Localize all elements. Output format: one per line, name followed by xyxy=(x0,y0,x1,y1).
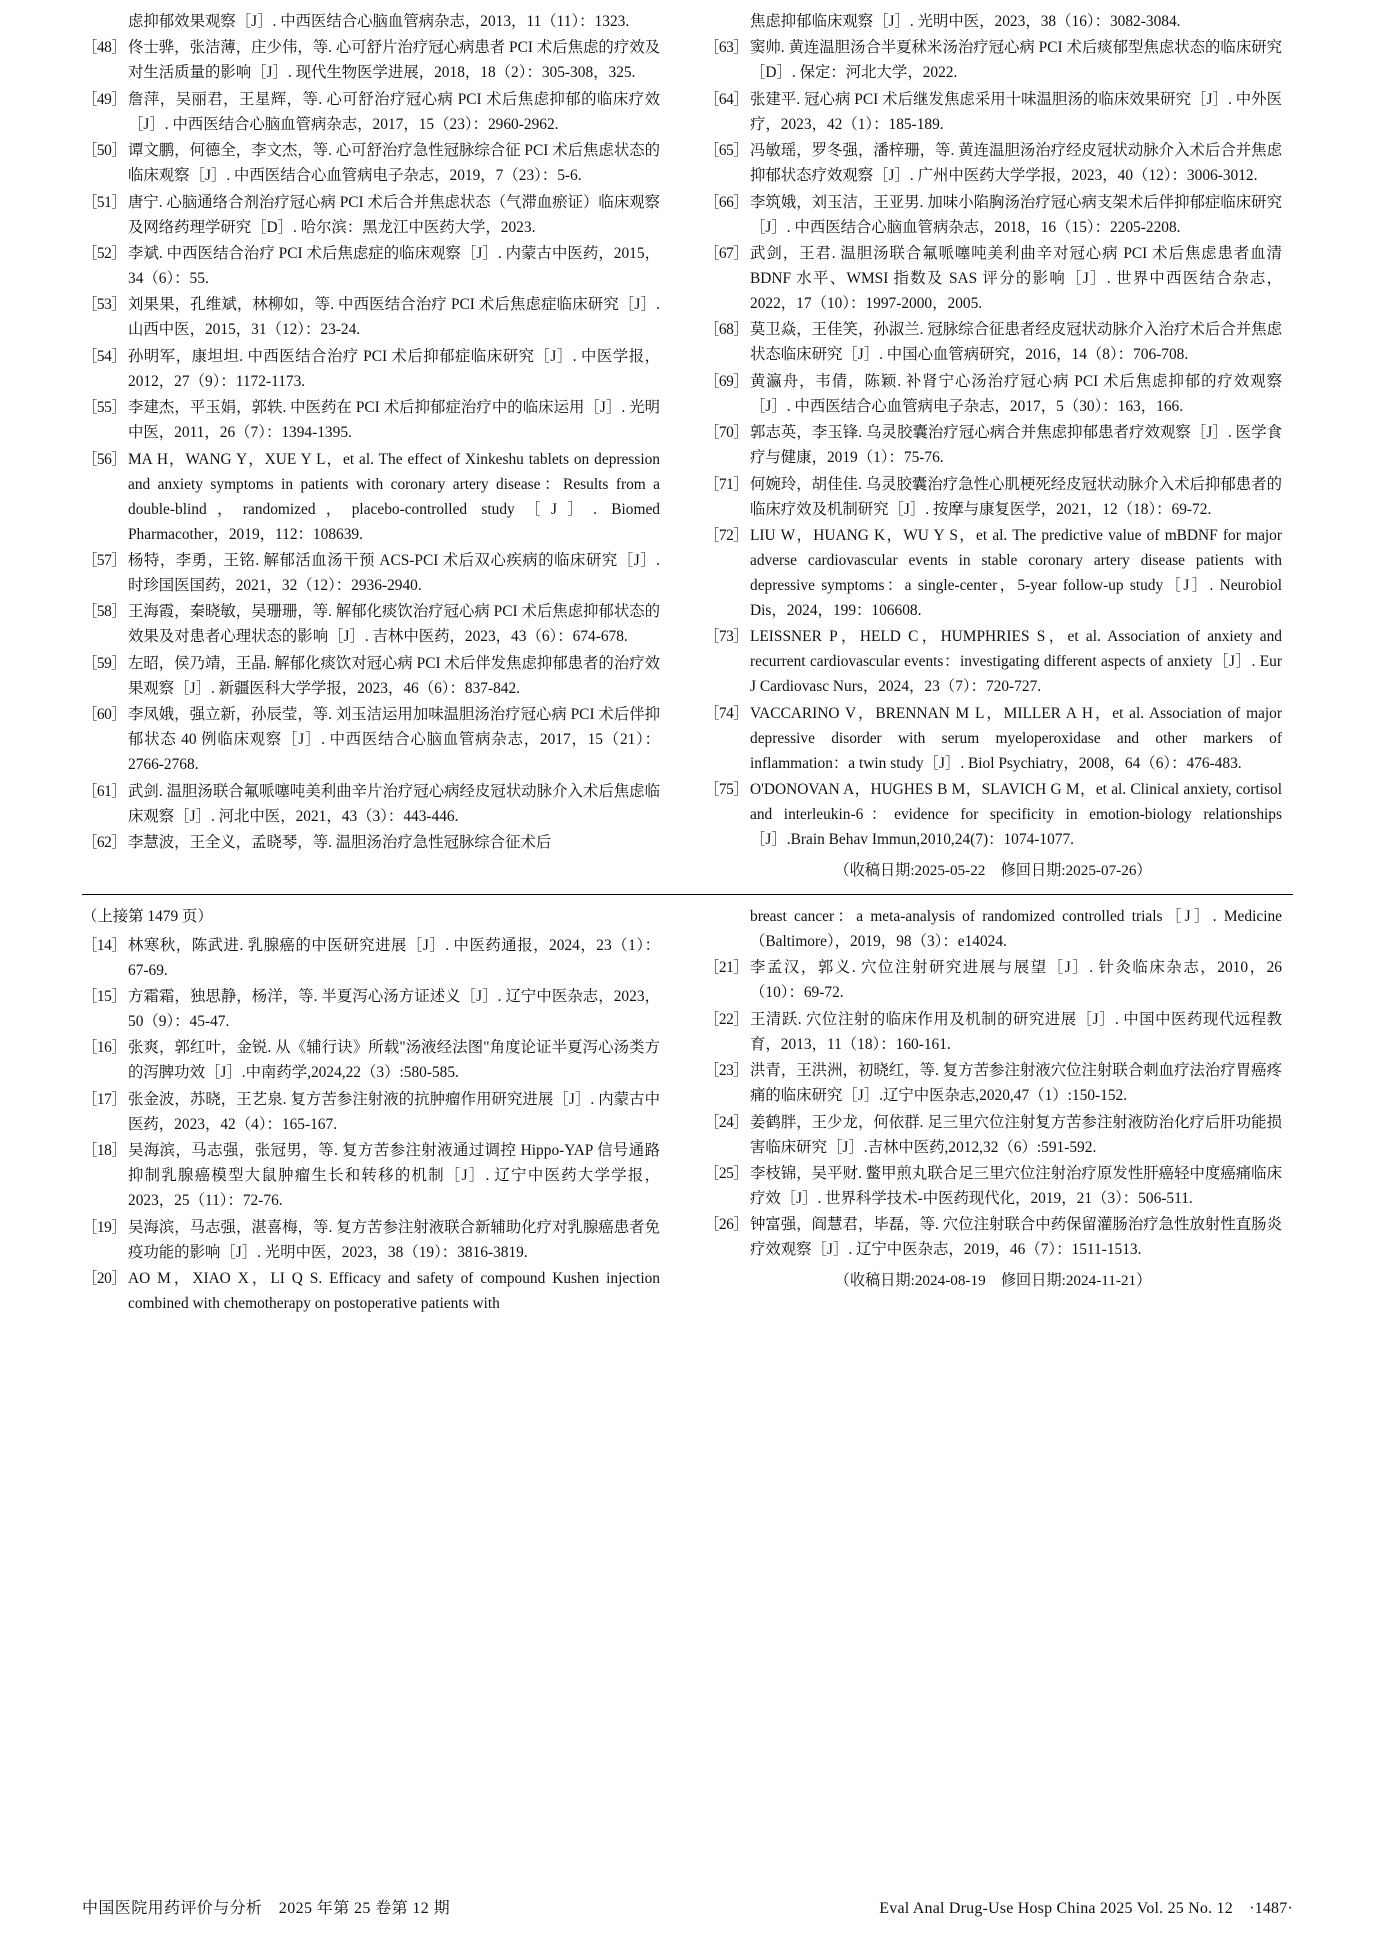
reference-text: 谭文鹏，何德全，李文杰，等. 心可舒治疗急性冠脉综合征 PCI 术后焦虑状态的临床观察［J］. 中西医结合心血管病电子杂志，2019，7（23）：5-6. xyxy=(128,142,660,185)
reference-entry xyxy=(82,703,660,778)
reference-number: ［58］ xyxy=(82,603,127,621)
reference-number: ［22］ xyxy=(704,1010,749,1028)
reference-text: 张爽，郭红叶，金锐. 从《辅行诀》所载"汤液经法图"角度论证半夏泻心汤类方的泻脾功效［J］.中南药学,2024,22（3）:580-585. xyxy=(128,1039,660,1082)
reference-number: ［16］ xyxy=(82,1039,127,1057)
reference-text: 林寒秋，陈武进. 乳腺癌的中医研究进展［J］. 中医药通报，2024，23（1）：67-69. xyxy=(128,936,660,979)
reference-text: 李枝锦，吴平财. 鳖甲煎丸联合足三里穴位注射治疗原发性肝癌轻中度癌痛临床疗效［J］. 世界科学技术-中医药现代化，2019，21（3）：506-511. xyxy=(750,1164,1282,1207)
reference-text: 虑抑郁效果观察［J］. 中西医结合心脑血管病杂志，2013，11（11）：1323. xyxy=(128,13,630,30)
reference-number: ［48］ xyxy=(82,39,127,57)
section1-right-column xyxy=(704,10,1282,880)
reference-number: ［56］ xyxy=(82,450,127,468)
reference-text: 王清跃. 穴位注射的临床作用及机制的研究进展［J］. 中国中医药现代远程教育，2013，11（18）：160-161. xyxy=(750,1010,1282,1053)
reference-entry xyxy=(704,36,1282,86)
reference-entry xyxy=(82,1267,660,1317)
reference-number: ［50］ xyxy=(82,142,127,160)
reference-text: 何婉玲，胡佳佳. 乌灵胶囊治疗急性心肌梗死经皮冠状动脉介入术后抑郁患者的临床疗效及机制研究［J］. 按摩与康复医学，2021，12（18）：69-72. xyxy=(750,475,1282,518)
reference-text: 洪青，王洪洲，初晓红，等. 复方苦参注射液穴位注射联合刺血疗法治疗胃癌疼痛的临床研究［J］.辽宁中医杂志,2020,47（1）:150-152. xyxy=(750,1062,1282,1105)
reference-text: 莫卫焱，王佳笑，孙淑兰. 冠脉综合征患者经皮冠状动脉介入治疗术后合并焦虑状态临床研究［J］. 中国心血管病研究，2016，14（8）：706-708. xyxy=(750,321,1282,364)
reference-entry xyxy=(704,1213,1282,1263)
reference-number: ［17］ xyxy=(82,1090,127,1108)
reference-number: ［72］ xyxy=(704,527,749,545)
reference-entry xyxy=(82,549,660,599)
footer-journal-en: Eval Anal Drug-Use Hosp China 2025 Vol. 25 No. 12 ·1487· xyxy=(879,1900,1293,1917)
reference-number: ［68］ xyxy=(704,321,749,339)
section2-right-column xyxy=(704,905,1282,1290)
reference-text: 窦帅. 黄连温胆汤合半夏秫米汤治疗冠心病 PCI 术后痰郁型焦虑状态的临床研究［D］. 保定：河北大学，2022. xyxy=(750,39,1282,82)
reference-number: ［61］ xyxy=(82,782,127,800)
footer-journal-cn: 中国医院用药评价与分析 2025 年第 25 卷第 12 期 xyxy=(82,1900,451,1917)
reference-text: 姜鹤胖，王少龙，何依群. 足三里穴位注射复方苦参注射液防治化疗后肝功能损害临床研究［J］.吉林中医药,2012,32（6）:591-592. xyxy=(750,1113,1282,1156)
reference-number: ［49］ xyxy=(82,90,127,108)
reference-number: ［57］ xyxy=(82,552,127,570)
reference-number: ［74］ xyxy=(704,704,749,722)
reference-entry xyxy=(704,524,1282,624)
reference-entry xyxy=(82,448,660,548)
reference-number: ［59］ xyxy=(82,654,127,672)
section1-dates: （收稿日期:2025-05-22 修回日期:2025-07-26） xyxy=(834,861,1152,879)
reference-text: 郭志英，李玉锋. 乌灵胶囊治疗冠心病合并焦虑抑郁患者疗效观察［J］. 医学食疗与健康，2019（1）：75-76. xyxy=(750,424,1282,467)
reference-entry xyxy=(82,1216,660,1266)
reference-text: 王海霞，秦晓敏，吴珊珊，等. 解郁化痰饮治疗冠心病 PCI 术后焦虑抑郁状态的效果及对患者心理状态的影响［J］. 吉林中医药，2023，43（6）：674-678. xyxy=(128,603,660,646)
reference-text: 杨特，李勇，王铭. 解郁活血汤干预 ACS-PCI 术后双心疾病的临床研究［J］. 时珍国医国药，2021，32（12）：2936-2940. xyxy=(128,552,660,594)
reference-entry xyxy=(82,293,660,343)
reference-entry xyxy=(82,1139,660,1214)
reference-text: 刘果果，孔维斌，林柳如，等. 中西医结合治疗 PCI 术后焦虑症临床研究［J］. 山西中医，2015，31（12）：23-24. xyxy=(128,296,660,339)
reference-text: LIU W，HUANG K，WU Y S，et al. The predictive value of mBDNF for major adverse cardiovascular events in stable coronary artery disease patients with depressive symptoms：a single-center，5-year follow-up study［J］. Neurobiol Dis，2024，199：106608. xyxy=(750,527,1282,619)
reference-entry xyxy=(704,318,1282,368)
reference-number: ［23］ xyxy=(704,1062,749,1080)
reference-entry xyxy=(82,396,660,446)
section2-dates: （收稿日期:2024-08-19 修回日期:2024-11-21） xyxy=(834,1272,1152,1290)
reference-entry xyxy=(704,242,1282,317)
reference-entry xyxy=(82,36,660,86)
reference-text: 唐宁. 心脑通络合剂治疗冠心病 PCI 术后合并焦虑状态（气滞血瘀证）临床观察及网络药理学研究［D］. 哈尔滨：黑龙江中医药大学，2023. xyxy=(128,193,660,236)
reference-text: AO M，XIAO X，LI Q S. Efficacy and safety of compound Kushen injection combined with chemotherapy on postoperative patients with xyxy=(128,1269,660,1312)
reference-entry xyxy=(704,421,1282,471)
reference-entry xyxy=(82,88,660,138)
reference-text: O'DONOVAN A，HUGHES B M，SLAVICH G M，et al. Clinical anxiety, cortisol and interleukin-6：evidence for specificity in emotion-biology relationships［J］.Brain Behav Immun,2010,24(7)：1074-1077. xyxy=(750,781,1282,848)
reference-number: ［64］ xyxy=(704,90,749,108)
reference-number: ［18］ xyxy=(82,1142,127,1160)
reference-entry xyxy=(82,139,660,189)
reference-text: 李斌. 中西医结合治疗 PCI 术后焦虑症的临床观察［J］. 内蒙古中医药，2015，34（6）：55. xyxy=(128,245,660,288)
reference-entry xyxy=(704,1111,1282,1161)
reference-number: ［65］ xyxy=(704,142,749,160)
reference-number: ［25］ xyxy=(704,1164,749,1182)
reference-entry xyxy=(82,242,660,292)
reference-text: 黄瀛舟，韦倩，陈颖. 补肾宁心汤治疗冠心病 PCI 术后焦虑抑郁的疗效观察［J］. 中西医结合心血管病电子杂志，2017，5（30）：163，166. xyxy=(750,372,1282,415)
reference-text: 詹萍，吴丽君，王星辉，等. 心可舒治疗冠心病 PCI 术后焦虑抑郁的临床疗效［J］. 中西医结合心脑血管病杂志，2017，15（23）：2960-2962. xyxy=(128,90,660,133)
reference-text: 左昭，侯乃靖，王晶. 解郁化痰饮对冠心病 PCI 术后伴发焦虑抑郁患者的治疗效果观察［J］. 新疆医科大学学报，2023，46（6）：837-842. xyxy=(128,654,660,697)
reference-number: ［51］ xyxy=(82,193,127,211)
reference-entry xyxy=(704,139,1282,189)
references-section-2 xyxy=(82,905,1293,1318)
reference-entry xyxy=(704,370,1282,420)
reference-entry xyxy=(82,600,660,650)
reference-entry xyxy=(82,191,660,241)
reference-number: ［55］ xyxy=(82,399,127,417)
reference-number: ［73］ xyxy=(704,628,749,646)
reference-text: 吴海滨，马志强，湛喜梅，等. 复方苦参注射液联合新辅助化疗对乳腺癌患者免疫功能的影响［J］. 光明中医，2023，38（19）：3816-3819. xyxy=(128,1218,660,1261)
reference-number: ［53］ xyxy=(82,296,127,314)
reference-text: 李筑娥，刘玉洁，王亚男. 加味小陷胸汤治疗冠心病支架术后伴抑郁症临床研究［J］. 中西医结合心脑血管病杂志，2018，16（15）：2205-2208. xyxy=(750,193,1282,236)
reference-text: 李慧波，王全义，孟晓琴，等. 温胆汤治疗急性冠脉综合征术后 xyxy=(128,834,552,851)
reference-text: 孙明军，康坦坦. 中西医结合治疗 PCI 术后抑郁症临床研究［J］. 中医学报，2012，27（9）：1172-1173. xyxy=(128,347,660,390)
continuation-note: （上接第 1479 页） xyxy=(82,907,213,925)
reference-number: ［60］ xyxy=(82,706,127,724)
reference-number: ［15］ xyxy=(82,988,127,1005)
reference-entry xyxy=(704,1162,1282,1212)
reference-number: ［52］ xyxy=(82,245,127,263)
reference-number: ［62］ xyxy=(82,834,127,851)
reference-text: 焦虑抑郁临床观察［J］. 光明中医，2023，38（16）：3082-3084. xyxy=(750,13,1181,30)
reference-number: ［54］ xyxy=(82,347,127,365)
reference-text: 吴海滨，马志强，张冠男，等. 复方苦参注射液通过调控 Hippo-YAP 信号通路抑制乳腺癌模型大鼠肿瘤生长和转移的机制［J］. 辽宁中医药大学学报，2023，25（11）：72-76. xyxy=(128,1142,660,1210)
reference-text: breast cancer：a meta-analysis of randomized controlled trials［J］. Medicine（Baltimore），2019，98（3）：e14024. xyxy=(750,907,1282,950)
reference-entry xyxy=(704,625,1282,700)
reference-entry xyxy=(704,1059,1282,1109)
reference-number: ［67］ xyxy=(704,245,749,263)
reference-text: 李建杰，平玉娟，郭轶. 中医药在 PCI 术后抑郁症治疗中的临床运用［J］. 光明中医，2011，26（7）：1394-1395. xyxy=(128,399,660,442)
reference-entry xyxy=(704,1008,1282,1058)
section-divider xyxy=(82,894,1293,895)
reference-number: ［21］ xyxy=(704,959,749,977)
reference-number: ［66］ xyxy=(704,193,749,211)
reference-number: ［63］ xyxy=(704,39,749,57)
reference-text: 武剑，王君. 温胆汤联合氟哌噻吨美利曲辛对冠心病 PCI 术后焦虑患者血清 BDNF 水平、WMSI 指数及 SAS 评分的影响［J］. 世界中西医结合杂志，2022，17（10）：1997-2000，2005. xyxy=(750,245,1282,312)
reference-number: ［24］ xyxy=(704,1113,749,1131)
reference-text: 钟富强，阎慧君，毕磊，等. 穴位注射联合中药保留灌肠治疗急性放射性直肠炎疗效观察［J］. 辽宁中医杂志，2019，46（7）：1511-1513. xyxy=(750,1216,1282,1259)
references-section-1 xyxy=(82,10,1293,880)
reference-number: ［75］ xyxy=(704,781,749,799)
reference-number: ［69］ xyxy=(704,372,749,390)
reference-number: ［20］ xyxy=(82,1269,127,1287)
reference-entry xyxy=(704,473,1282,523)
section1-left-column xyxy=(82,10,660,857)
reference-text: 方霜霜，独思静，杨洋，等. 半夏泻心汤方证述义［J］. 辽宁中医杂志，2023，50（9）：45-47. xyxy=(128,988,660,1030)
page-footer xyxy=(82,1895,1293,1918)
reference-entry xyxy=(704,10,1282,35)
reference-entry xyxy=(82,1088,660,1138)
reference-entry xyxy=(82,10,660,35)
reference-number: ［14］ xyxy=(82,936,127,954)
reference-text: 张金波，苏晓，王艺泉. 复方苦参注射液的抗肿瘤作用研究进展［J］. 内蒙古中医药，2023，42（4）：165-167. xyxy=(128,1090,660,1133)
reference-entry xyxy=(82,831,660,856)
reference-entry xyxy=(82,985,660,1035)
reference-text: 冯敏瑶，罗冬强，潘梓珊，等. 黄连温胆汤治疗经皮冠状动脉介入术后合并焦虑抑郁状态疗效观察［J］. 广州中医药大学学报，2023，40（12）：3006-3012. xyxy=(750,142,1282,185)
reference-number: ［26］ xyxy=(704,1216,749,1234)
section2-left-column xyxy=(82,905,660,1318)
reference-text: 李凤娥，强立新，孙辰莹，等. 刘玉洁运用加味温胆汤治疗冠心病 PCI 术后伴抑郁状态 40 例临床观察［J］. 中西医结合心脑血管病杂志，2017，15（21）：2766-2768. xyxy=(128,706,660,774)
reference-entry xyxy=(82,780,660,830)
reference-text: 张建平. 冠心病 PCI 术后继发焦虑采用十味温胆汤的临床效果研究［J］. 中外医疗，2023，42（1）：185-189. xyxy=(750,90,1282,133)
reference-text: 佟士骅，张洁薄，庄少伟，等. 心可舒片治疗冠心病患者 PCI 术后焦虑的疗效及对生活质量的影响［J］. 现代生物医学进展，2018，18（2）：305-308，325. xyxy=(128,39,660,82)
reference-text: VACCARINO V，BRENNAN M L，MILLER A H，et al. Association of major depressive disorder with serum myeloperoxidase and other markers of inflammation：a twin study［J］. Biol Psychiatry，2008，64（6）：476-483. xyxy=(750,704,1282,772)
reference-entry xyxy=(82,934,660,984)
reference-number: ［70］ xyxy=(704,424,749,442)
reference-text: LEISSNER P，HELD C，HUMPHRIES S，et al. Association of anxiety and recurrent cardiovascular events：investigating different aspects of anxiety［J］. Eur J Cardiovasc Nurs，2024，23（7）：720-727. xyxy=(750,628,1282,696)
reference-entry xyxy=(704,702,1282,777)
reference-text: 李孟汉，郭义. 穴位注射研究进展与展望［J］. 针灸临床杂志，2010，26（10）：69-72. xyxy=(750,959,1282,1002)
reference-entry xyxy=(704,778,1282,853)
reference-entry xyxy=(704,905,1282,955)
reference-entry xyxy=(82,1036,660,1086)
reference-entry xyxy=(704,88,1282,138)
reference-text: 武剑. 温胆汤联合氟哌噻吨美利曲辛片治疗冠心病经皮冠状动脉介入术后焦虑临床观察［J］. 河北中医，2021，43（3）：443-446. xyxy=(128,782,660,825)
reference-text: MA H，WANG Y，XUE Y L，et al. The effect of Xinkeshu tablets on depression and anxiety symptoms in patients with coronary artery disease：Results from a double-blind，randomized，placebo-controlled study［J］. Biomed Pharmacother，2019，112：108639. xyxy=(128,450,660,543)
reference-number: ［71］ xyxy=(704,475,749,493)
reference-entry xyxy=(82,345,660,395)
reference-entry xyxy=(704,956,1282,1006)
reference-entry xyxy=(704,191,1282,241)
reference-number: ［19］ xyxy=(82,1218,127,1236)
reference-entry xyxy=(82,652,660,702)
